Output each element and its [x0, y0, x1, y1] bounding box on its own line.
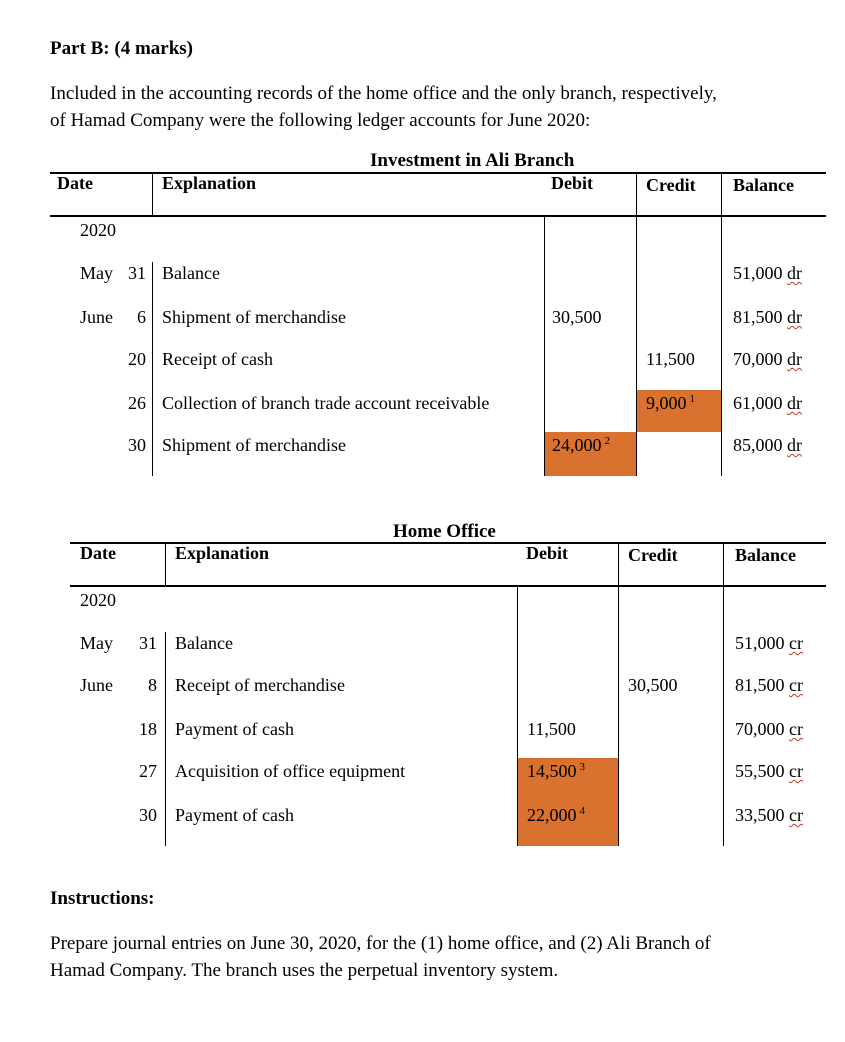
row-debit — [527, 761, 585, 782]
row-explanation: Collection of branch trade account receivable — [162, 393, 490, 413]
debit-amount: 30,500 — [552, 307, 602, 327]
balance-amount: 51,000 — [735, 633, 785, 653]
header-explanation: Explanation — [162, 173, 257, 193]
row-explanation: Receipt of merchandise — [175, 675, 345, 695]
row-debit — [552, 307, 602, 328]
header-divider — [723, 542, 724, 585]
row-day: 30 — [128, 435, 146, 455]
row-credit — [646, 393, 695, 414]
row-explanation: Receipt of cash — [162, 349, 273, 369]
header-debit: Debit — [551, 173, 593, 193]
header-divider — [721, 172, 722, 215]
row-debit — [527, 805, 585, 826]
body-divider — [723, 585, 724, 846]
row-balance — [733, 393, 802, 414]
row-explanation: Shipment of merchandise — [162, 307, 346, 327]
debit-amount: 22,000 — [527, 805, 577, 825]
row-balance — [735, 805, 803, 826]
balance-suffix: cr — [789, 719, 803, 739]
row-day: 26 — [128, 393, 146, 413]
row-day: 30 — [139, 805, 157, 825]
balance-amount: 33,500 — [735, 805, 785, 825]
row-debit — [552, 435, 610, 456]
balance-amount: 81,500 — [733, 307, 783, 327]
body-divider — [165, 632, 166, 846]
row-day: 31 — [128, 263, 146, 283]
instructions-body — [50, 930, 810, 984]
row-balance — [733, 435, 802, 456]
row-balance — [735, 761, 803, 782]
balance-suffix: cr — [789, 805, 803, 825]
year-label: 2020 — [80, 590, 116, 610]
header-divider — [636, 172, 637, 215]
row-balance — [735, 719, 803, 740]
row-month: May — [80, 633, 113, 653]
header-debit: Debit — [526, 543, 568, 563]
balance-amount: 55,500 — [735, 761, 785, 781]
instructions-line-2: Hamad Company. The branch uses the perpetual inventory system. — [50, 960, 559, 981]
header-date: Date — [57, 173, 93, 193]
header-credit: Credit — [646, 175, 696, 195]
credit-amount: 30,500 — [628, 675, 678, 695]
row-explanation: Balance — [162, 263, 220, 283]
row-day: 27 — [139, 761, 157, 781]
row-debit — [527, 719, 576, 740]
row-explanation: Payment of cash — [175, 719, 294, 739]
credit-amount: 9,000 — [646, 393, 687, 413]
row-explanation: Acquisition of office equipment — [175, 761, 406, 781]
balance-suffix: cr — [789, 633, 803, 653]
row-balance — [733, 349, 802, 370]
header-balance: Balance — [735, 545, 796, 565]
row-day: 8 — [148, 675, 157, 695]
row-credit — [628, 675, 678, 696]
row-explanation: Payment of cash — [175, 805, 294, 825]
header-explanation: Explanation — [175, 543, 270, 563]
balance-suffix: dr — [787, 393, 802, 413]
balance-suffix: cr — [789, 761, 803, 781]
footnote-marker: 4 — [579, 805, 585, 817]
instructions-line-1: Prepare journal entries on June 30, 2020, for the (1) home office, and (2) Ali Branch of — [50, 933, 711, 954]
balance-suffix: dr — [787, 263, 802, 283]
header-date: Date — [80, 543, 116, 563]
header-divider — [165, 542, 166, 585]
footnote-marker: 3 — [579, 761, 585, 773]
row-day: 18 — [139, 719, 157, 739]
row-credit — [646, 349, 695, 370]
row-day: 20 — [128, 349, 146, 369]
debit-amount: 24,000 — [552, 435, 602, 455]
row-balance — [733, 263, 802, 284]
intro-line-1: Included in the accounting records of the home office and the only branch, respectively, — [50, 83, 717, 104]
credit-amount: 11,500 — [646, 349, 695, 369]
row-day: 31 — [139, 633, 157, 653]
year-label: 2020 — [80, 220, 116, 240]
debit-amount: 14,500 — [527, 761, 577, 781]
balance-amount: 81,500 — [735, 675, 785, 695]
header-divider — [152, 172, 153, 215]
header-balance: Balance — [733, 175, 794, 195]
row-day: 6 — [137, 307, 146, 327]
ledger-title: Investment in Ali Branch — [370, 150, 575, 171]
header-bottom-rule — [70, 585, 826, 587]
body-divider — [152, 262, 153, 476]
balance-amount: 51,000 — [733, 263, 783, 283]
instructions-title: Instructions: — [50, 888, 155, 909]
balance-amount: 61,000 — [733, 393, 783, 413]
header-bottom-rule — [50, 215, 826, 217]
part-title: Part B: (4 marks) — [50, 38, 193, 59]
body-divider — [636, 215, 637, 476]
header-divider — [618, 542, 619, 585]
row-balance — [733, 307, 802, 328]
ledger-title: Home Office — [393, 521, 496, 542]
balance-amount: 85,000 — [733, 435, 783, 455]
balance-amount: 70,000 — [735, 719, 785, 739]
footnote-marker: 1 — [689, 393, 695, 405]
row-explanation: Shipment of merchandise — [162, 435, 346, 455]
intro-line-2: of Hamad Company were the following ledger accounts for June 2020: — [50, 110, 591, 131]
body-divider — [721, 215, 722, 476]
balance-suffix: dr — [787, 307, 802, 327]
balance-suffix: dr — [787, 435, 802, 455]
row-balance — [735, 633, 803, 654]
row-explanation: Balance — [175, 633, 233, 653]
balance-amount: 70,000 — [733, 349, 783, 369]
debit-amount: 11,500 — [527, 719, 576, 739]
row-month: June — [80, 675, 113, 695]
balance-suffix: dr — [787, 349, 802, 369]
row-balance — [735, 675, 803, 696]
header-credit: Credit — [628, 545, 678, 565]
row-month: May — [80, 263, 113, 283]
footnote-marker: 2 — [604, 435, 610, 447]
intro-paragraph — [50, 80, 810, 134]
balance-suffix: cr — [789, 675, 803, 695]
body-divider — [618, 585, 619, 846]
row-month: June — [80, 307, 113, 327]
